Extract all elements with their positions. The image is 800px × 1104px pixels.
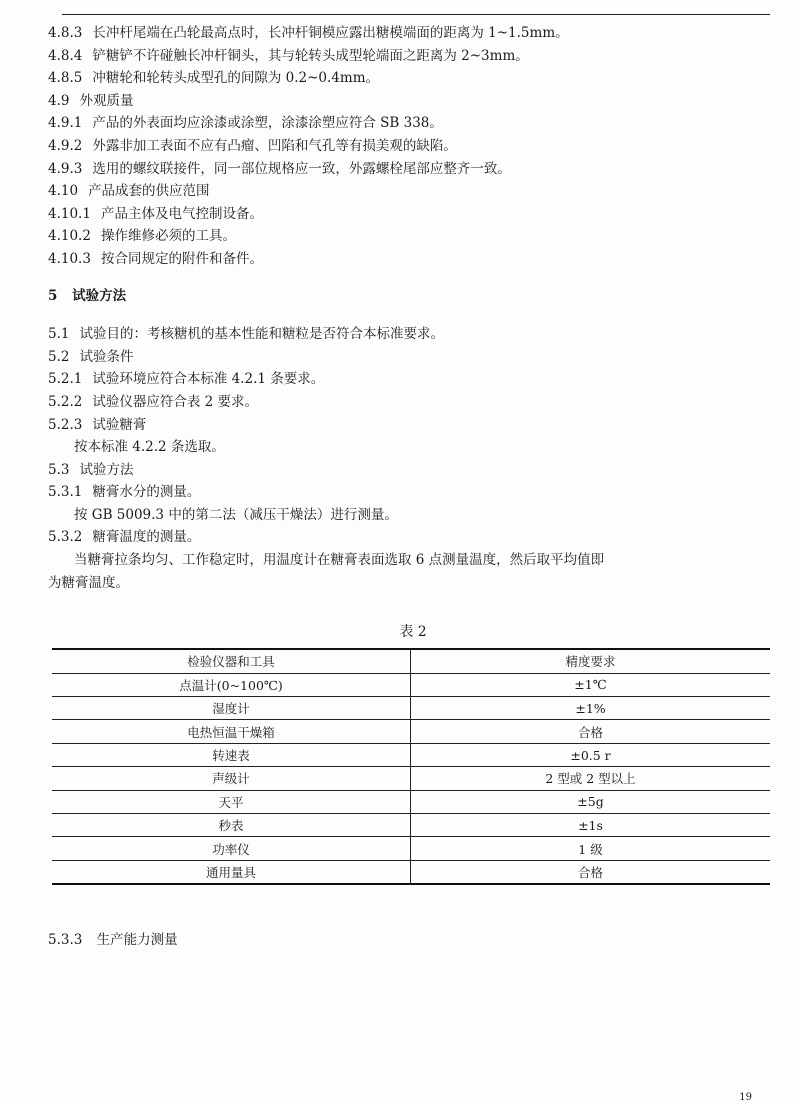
section-title: 试验方法 — [72, 287, 127, 304]
section-4-lines — [48, 22, 778, 271]
clause-text: 操作维修必须的工具。 — [100, 228, 236, 245]
clause-number: 5.2.3 — [48, 416, 83, 433]
clause-number: 4.8.3 — [48, 25, 83, 41]
clause-number: 5.3.2 — [48, 529, 83, 546]
clause-text: 按合同规定的附件和备件。 — [100, 250, 263, 267]
clause-text: 长冲杆尾端在凸轮最高点时，长冲杆铜模应露出糖模端面的距离为 1~1.5mm。 — [92, 25, 569, 41]
page-header-rule — [62, 0, 770, 15]
table-body — [52, 673, 770, 884]
clause-line — [48, 158, 778, 181]
clause-number: 5.3.1 — [48, 484, 83, 501]
clause-line — [48, 90, 778, 113]
clause-5-3-3 — [48, 929, 778, 952]
section-number: 5 — [48, 287, 58, 304]
clause-number: 4.9.2 — [48, 137, 83, 154]
clause-text: 冲糖轮和轮转头成型孔的间隙为 0.2~0.4mm。 — [92, 70, 380, 87]
clause-text: 为糖膏温度。 — [48, 574, 129, 591]
clause-text: 试验目的：考核糖机的基本性能和糖粒是否符合本标准要求。 — [79, 326, 444, 343]
table-row — [52, 790, 770, 813]
clause-text: 糖膏水分的测量。 — [92, 484, 201, 501]
clause-line — [48, 436, 778, 459]
precision-cell: ±0.5 r — [411, 743, 771, 766]
clause-number: 5.3.3 — [48, 932, 83, 949]
clause-line — [48, 481, 778, 504]
section-5-lines — [48, 323, 778, 594]
clause-text: 选用的螺纹联接件，同一部位规格应一致，外露螺栓尾部应整齐一致。 — [92, 160, 511, 177]
clause-text: 当糖膏拉条均匀、工作稳定时，用温度计在糖膏表面选取 6 点测量温度，然后取平均值即 — [74, 552, 605, 569]
clause-text: 按本标准 4.2.2 条选取。 — [74, 439, 225, 456]
page-number: 19 — [739, 1092, 752, 1103]
clause-text: 产品成套的供应范围 — [88, 183, 210, 200]
clause-number: 4.9 — [48, 92, 70, 109]
clause-number: 5.3 — [48, 461, 70, 478]
clause-text: 外观质量 — [79, 92, 134, 109]
precision-cell: ±1s — [411, 813, 771, 836]
instrument-cell: 湿度计 — [52, 697, 411, 720]
instrument-cell: 功率仪 — [52, 837, 411, 860]
clause-number: 5.1 — [48, 326, 70, 343]
header-precision: 精度要求 — [411, 649, 771, 673]
precision-cell: 1 级 — [411, 837, 771, 860]
clause-text: 产品主体及电气控制设备。 — [100, 205, 263, 222]
clause-text: 试验环境应符合本标准 4.2.1 条要求。 — [92, 371, 325, 388]
instrument-table — [52, 648, 770, 885]
clause-line — [48, 67, 778, 90]
clause-number: 4.10.1 — [48, 205, 91, 222]
clause-line — [48, 45, 778, 68]
clause-text: 试验仪器应符合表 2 要求。 — [92, 393, 259, 410]
table-row — [52, 673, 770, 696]
table-row — [52, 743, 770, 766]
clause-number: 4.9.3 — [48, 160, 83, 177]
clause-line — [48, 323, 778, 346]
clause-line — [48, 572, 778, 595]
instrument-cell: 转速表 — [52, 743, 411, 766]
instrument-cell: 声级计 — [52, 767, 411, 790]
clause-line — [48, 526, 778, 549]
clause-line — [48, 504, 778, 527]
clause-number: 4.8.5 — [48, 70, 83, 87]
clause-line — [48, 203, 778, 226]
clause-line — [48, 391, 778, 414]
precision-cell: 2 型或 2 型以上 — [411, 767, 771, 790]
clause-line — [48, 459, 778, 482]
instrument-cell: 电热恒温干燥箱 — [52, 720, 411, 743]
table-row — [52, 720, 770, 743]
clause-number: 5.2.1 — [48, 371, 83, 388]
table-caption: 表 2 — [399, 624, 427, 641]
instrument-cell: 秒表 — [52, 813, 411, 836]
precision-cell: 合格 — [411, 720, 771, 743]
clause-line — [48, 22, 778, 45]
clause-number: 5.2 — [48, 348, 70, 365]
section-5-heading — [48, 285, 778, 308]
table-header-row — [52, 649, 770, 673]
table-row — [52, 813, 770, 836]
table-row — [52, 837, 770, 860]
clause-number: 4.10.2 — [48, 228, 91, 245]
clause-text: 试验条件 — [79, 348, 134, 365]
table-row — [52, 697, 770, 720]
clause-text: 按 GB 5009.3 中的第二法（减压干燥法）进行测量。 — [74, 506, 398, 523]
clause-number: 4.10 — [48, 183, 79, 200]
clause-line — [48, 135, 778, 158]
clause-line — [48, 549, 778, 572]
clause-text: 生产能力测量 — [96, 932, 178, 949]
clause-number: 4.9.1 — [48, 115, 83, 132]
precision-cell: ±1% — [411, 697, 771, 720]
table-row — [52, 860, 770, 884]
precision-cell: 合格 — [411, 860, 771, 884]
instrument-cell: 天平 — [52, 790, 411, 813]
clause-text: 外露非加工表面不应有凸瘤、凹陷和气孔等有损美观的缺陷。 — [92, 137, 457, 154]
document-body — [48, 22, 778, 952]
table-row — [52, 767, 770, 790]
header-instrument: 检验仪器和工具 — [52, 649, 411, 673]
clause-line — [48, 225, 778, 248]
precision-cell: ±1℃ — [411, 673, 771, 696]
clause-line — [48, 346, 778, 369]
clause-line — [48, 112, 778, 135]
clause-line — [48, 180, 778, 203]
clause-text: 糖膏温度的测量。 — [92, 529, 201, 546]
clause-line — [48, 414, 778, 437]
precision-cell: ±5g — [411, 790, 771, 813]
clause-line — [48, 248, 778, 271]
clause-number: 4.10.3 — [48, 250, 91, 267]
instrument-cell: 点温计(0~100℃) — [52, 673, 411, 696]
clause-text: 产品的外表面均应涂漆或涂塑，涂漆涂塑应符合 SB 338。 — [92, 115, 443, 132]
clause-text: 试验方法 — [79, 461, 134, 478]
clause-text: 铲糖铲不许碰触长冲杆铜头，其与轮转头成型轮端面之距离为 2~3mm。 — [92, 47, 529, 64]
clause-line — [48, 368, 778, 391]
clause-number: 4.8.4 — [48, 47, 83, 64]
instrument-cell: 通用量具 — [52, 860, 411, 884]
clause-text: 试验糖膏 — [92, 416, 147, 433]
clause-number: 5.2.2 — [48, 393, 83, 410]
